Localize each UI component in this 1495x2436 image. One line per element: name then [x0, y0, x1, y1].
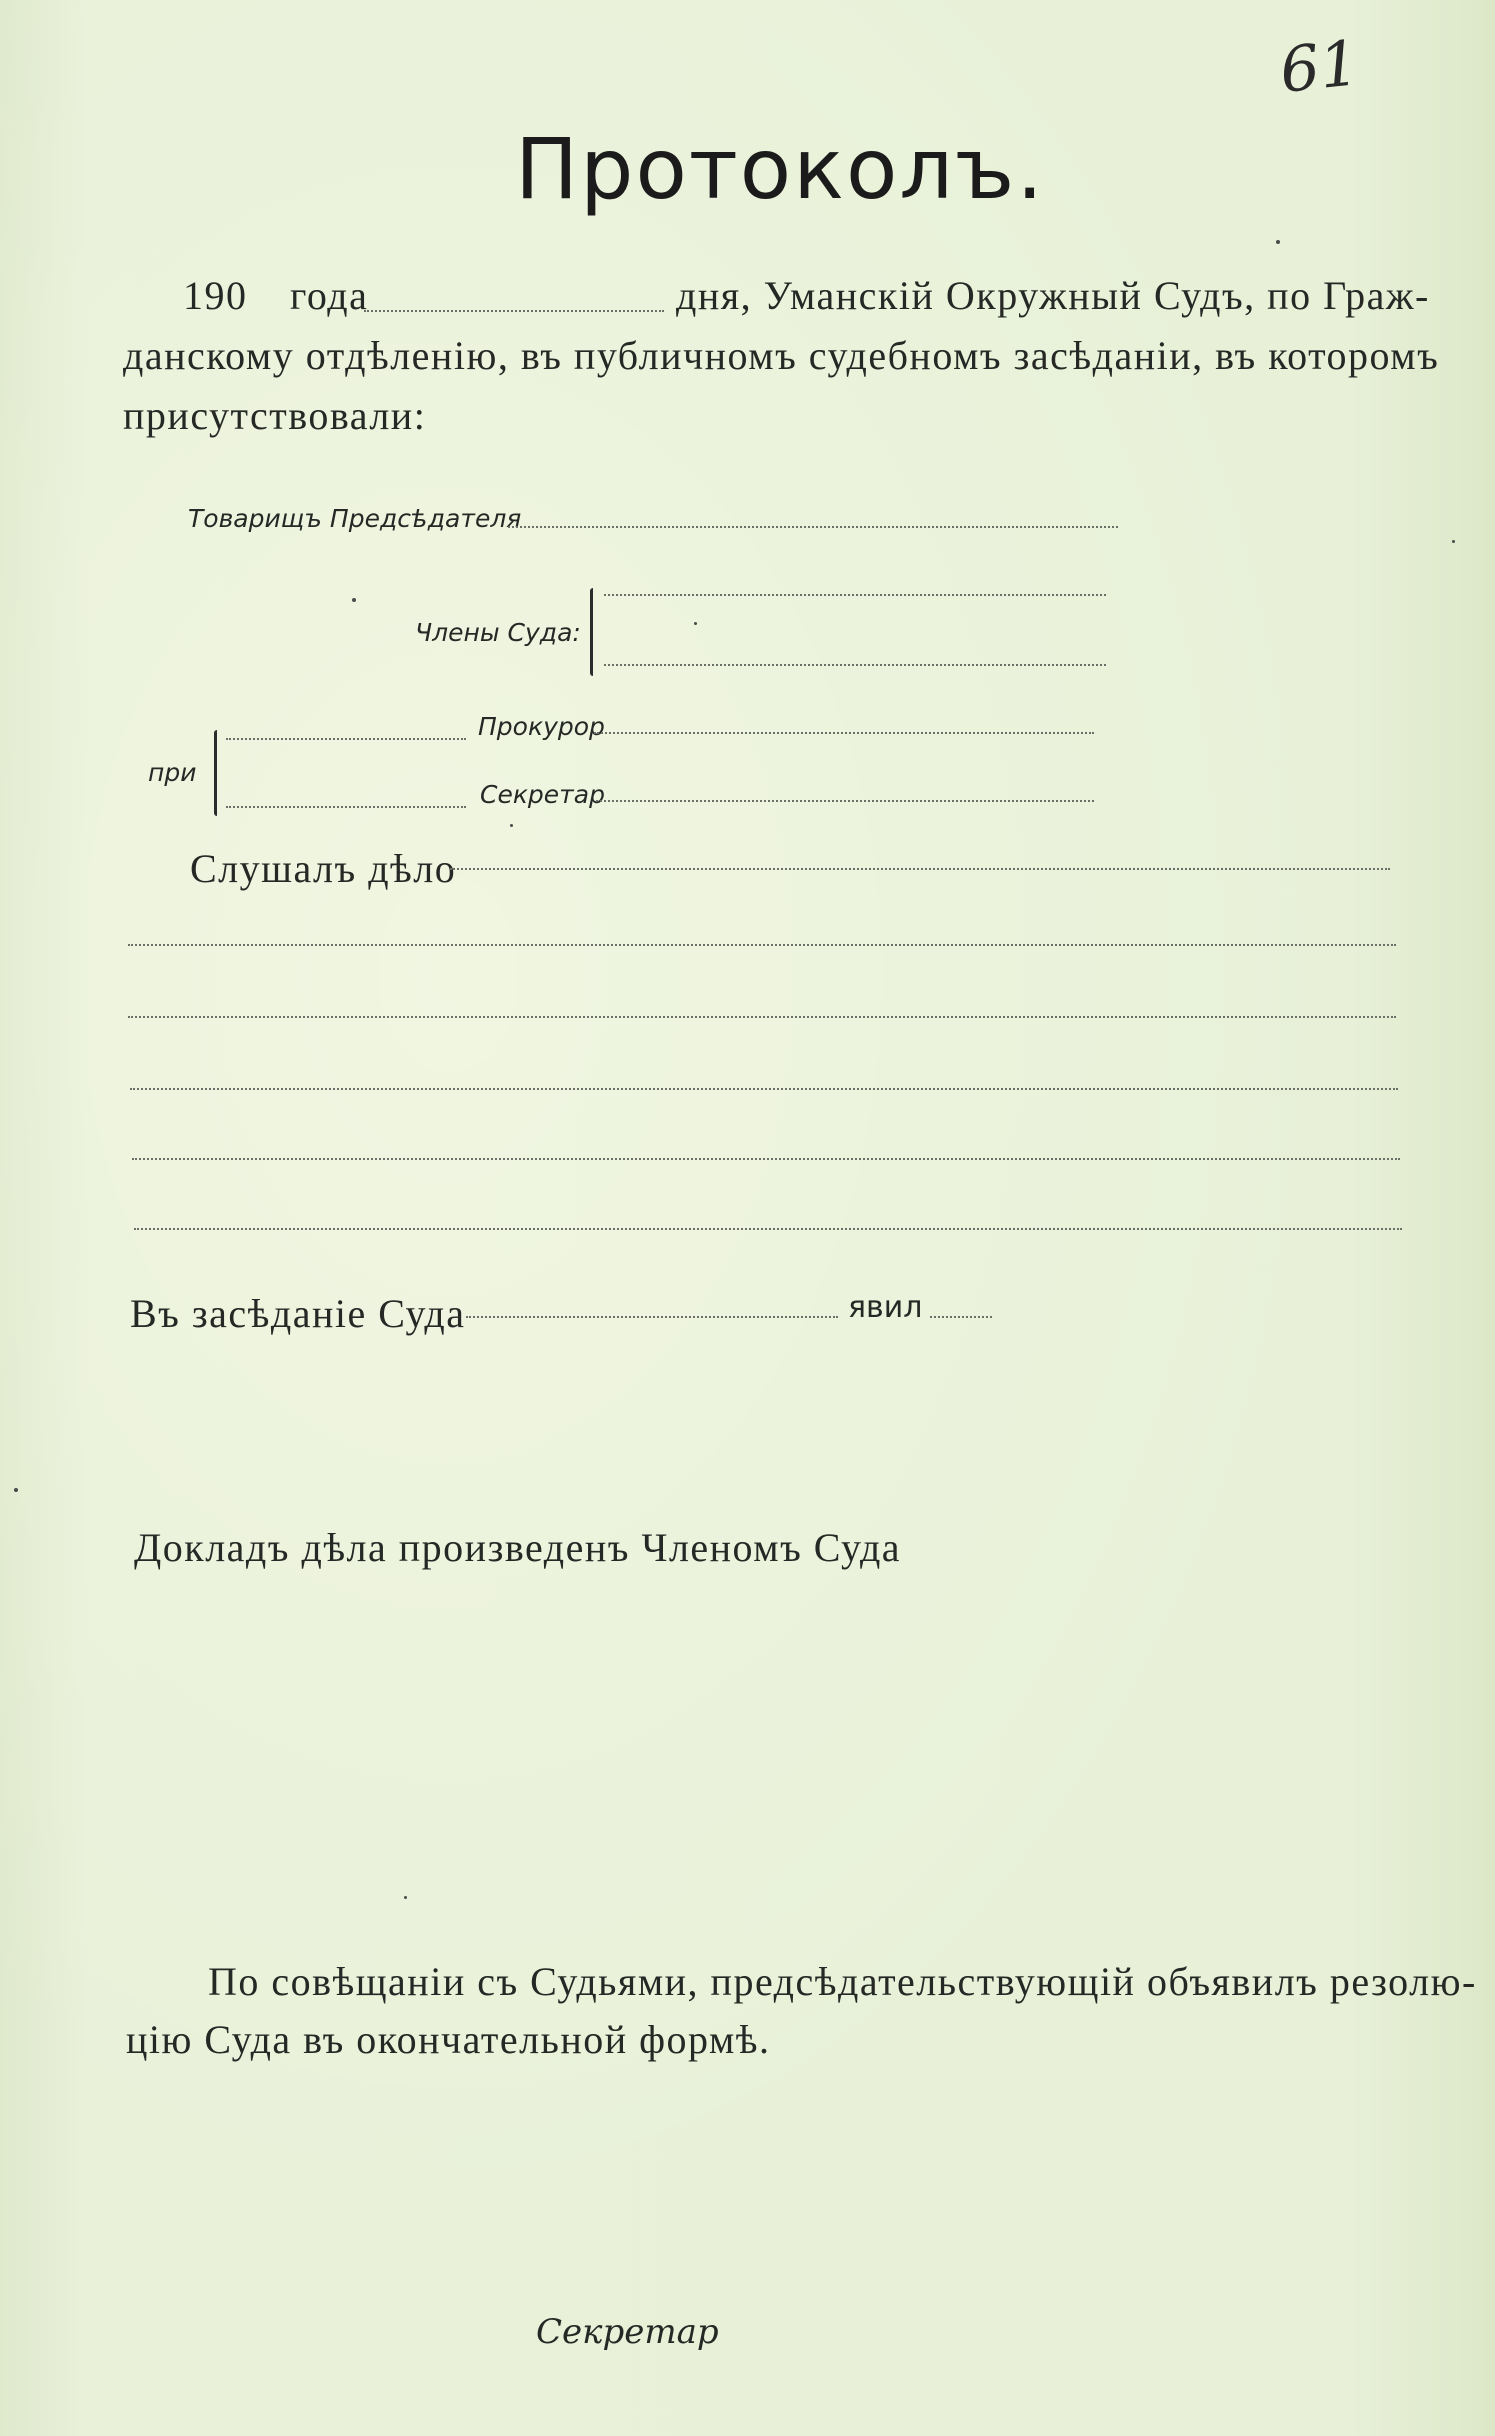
appeared-blank — [930, 1316, 992, 1318]
case-line-6 — [134, 1228, 1402, 1230]
members-brace — [590, 588, 596, 676]
signature-label: Секретар — [536, 2312, 719, 2352]
paper-speck — [1276, 240, 1280, 244]
members-label: Члены Суда: — [415, 618, 581, 647]
report-line: Докладъ дѣла произведенъ Членомъ Суда — [134, 1525, 902, 1570]
intro-line-2: данскому отдѣленію, въ публичномъ судебномъ засѣданіи, въ которомъ — [123, 333, 1440, 378]
case-line-5 — [132, 1158, 1400, 1160]
case-line-2 — [128, 944, 1396, 946]
prosecutor-name-blank — [226, 738, 466, 740]
document-title: Протоколъ. — [515, 120, 1046, 218]
prosecutor-label: Прокурор — [478, 712, 605, 741]
intro-year-word: года — [290, 273, 369, 318]
resolution-line-2: цію Суда въ окончательной формѣ. — [126, 2017, 771, 2062]
resolution-line-1: По совѣщаніи съ Судьями, предсѣдательствующій объявилъ резолю- — [208, 1959, 1477, 2004]
member-blank-2 — [604, 664, 1106, 666]
case-line-1 — [450, 868, 1390, 870]
appeared-label: явил — [848, 1290, 923, 1325]
paper-speck — [14, 1488, 18, 1492]
date-blank-line — [364, 310, 664, 312]
pri-brace — [214, 730, 220, 816]
case-line-4 — [130, 1088, 1398, 1090]
case-line-3 — [128, 1016, 1396, 1018]
intro-line-1: дня, Уманскій Окружный Судъ, по Граж- — [676, 273, 1430, 318]
secretary-label: Секретар — [480, 780, 605, 809]
secretary-blank — [596, 800, 1094, 802]
paper-speck — [352, 598, 356, 602]
paper-speck — [694, 622, 697, 625]
paper-speck — [510, 824, 513, 827]
paper-speck — [404, 1896, 407, 1899]
case-heard-label: Слушалъ дѣло — [190, 846, 457, 891]
pri-label: при — [148, 758, 197, 787]
prosecutor-blank — [594, 732, 1094, 734]
page-number: 61 — [1276, 26, 1363, 107]
appearance-blank — [466, 1316, 838, 1318]
paper-speck — [1452, 540, 1455, 543]
member-blank-1 — [604, 594, 1106, 596]
secretary-name-blank — [226, 806, 466, 808]
deputy-chair-blank — [508, 526, 1118, 528]
court-appearance-label: Въ засѣданіе Суда — [130, 1291, 466, 1336]
deputy-chair-label: Товарищъ Предсѣдателя — [188, 504, 522, 533]
intro-year: 190 — [183, 273, 248, 318]
intro-line-3: присутствовали: — [123, 393, 427, 438]
